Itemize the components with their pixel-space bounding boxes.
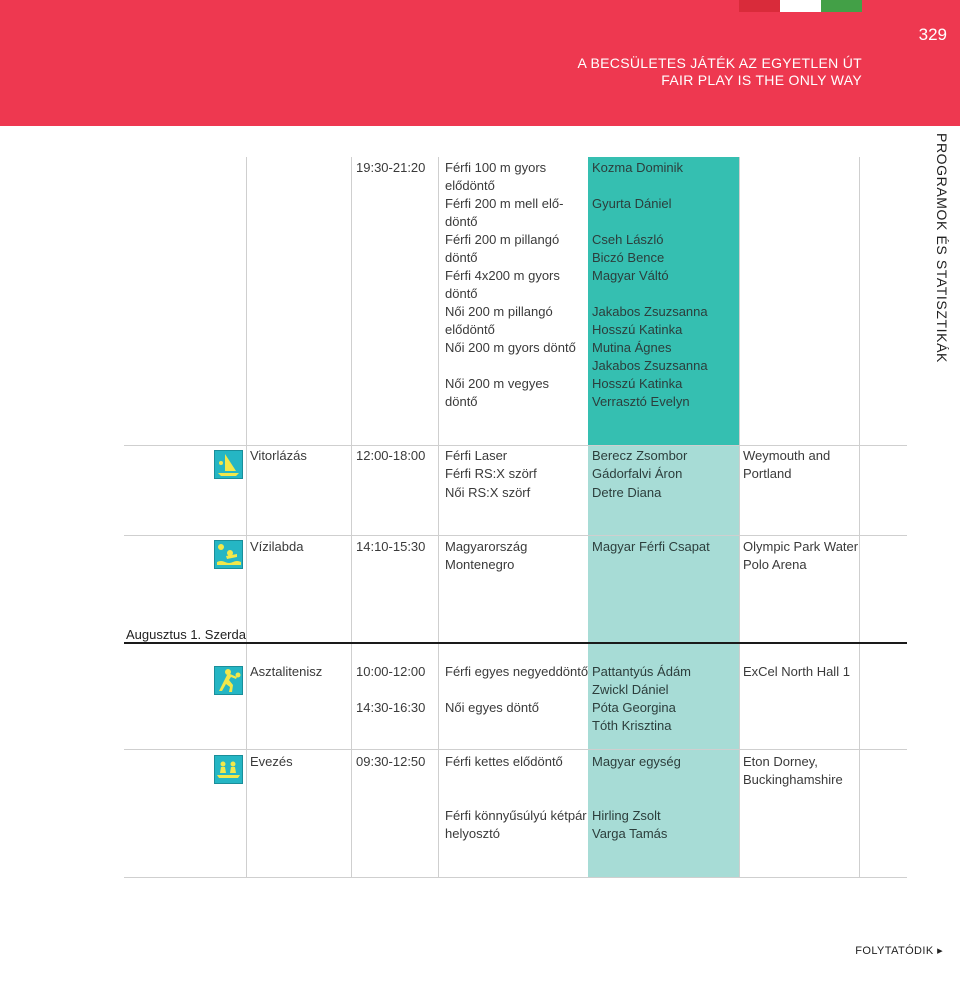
swim-athlete: Magyar Váltó bbox=[592, 268, 669, 283]
athlete-name: Detre Diana bbox=[592, 485, 662, 500]
swim-athlete: Verrasztó Evelyn bbox=[592, 394, 690, 409]
swim-event: Női 200 m vegyes bbox=[445, 376, 550, 391]
water-polo-icon bbox=[214, 540, 243, 569]
swim-event: Férfi 100 m gyors bbox=[445, 160, 547, 175]
athlete-name: Berecz Zsombor bbox=[592, 448, 688, 463]
swim-event: döntő bbox=[445, 214, 478, 229]
row-divider bbox=[124, 535, 907, 536]
sport-name: Evezés bbox=[250, 754, 293, 769]
sport-name: Vitorlázás bbox=[250, 448, 307, 463]
athlete-name: Magyar Férfi Csapat bbox=[592, 539, 710, 554]
swim-athlete: Biczó Bence bbox=[592, 250, 665, 265]
athlete-name: Zwickl Dániel bbox=[592, 682, 669, 697]
swim-athlete: Mutina Ágnes bbox=[592, 340, 672, 355]
event-name: Férfi RS:X szörf bbox=[445, 466, 537, 481]
swim-event: döntő bbox=[445, 394, 478, 409]
table-tennis-icon bbox=[214, 666, 243, 695]
swim-event: elődöntő bbox=[445, 178, 495, 193]
athlete-name: Gádorfalvi Áron bbox=[592, 466, 683, 481]
row-divider bbox=[124, 877, 907, 878]
rowing-icon bbox=[214, 755, 243, 784]
swim-athlete: Jakabos Zsuzsanna bbox=[592, 358, 708, 373]
event-name: Férfi Laser bbox=[445, 448, 508, 463]
event-name: Magyarország bbox=[445, 539, 528, 554]
event-time: 09:30-12:50 bbox=[356, 754, 426, 769]
side-section-label: PROGRAMOK ÉS STATISZTIKÁK bbox=[934, 133, 950, 363]
athlete-name: Magyar egység bbox=[592, 754, 681, 769]
swim-event: döntő bbox=[445, 250, 478, 265]
venue-name: Polo Arena bbox=[743, 557, 807, 572]
venue-name: Weymouth and bbox=[743, 448, 831, 463]
swim-athlete: Kozma Dominik bbox=[592, 160, 684, 175]
athlete-name: Póta Georgina bbox=[592, 700, 676, 715]
event-name: Férfi egyes negyeddöntő bbox=[445, 664, 589, 679]
header-title-en: FAIR PLAY IS THE ONLY WAY bbox=[661, 72, 862, 88]
flag-stripe-white bbox=[780, 0, 821, 12]
sport-name: Asztalitenisz bbox=[250, 664, 323, 679]
row-divider bbox=[124, 749, 907, 750]
swim-event: Férfi 200 m mell elő- bbox=[445, 196, 564, 211]
event-name: Férfi könnyűsúlyú kétpár bbox=[445, 808, 587, 823]
event-name: Női egyes döntő bbox=[445, 700, 539, 715]
swim-event: Férfi 200 m pillangó bbox=[445, 232, 560, 247]
venue-name: Buckinghamshire bbox=[743, 772, 843, 787]
sport-name: Vízilabda bbox=[250, 539, 304, 554]
swim-event: Férfi 4x200 m gyors bbox=[445, 268, 560, 283]
page-number: 329 bbox=[918, 25, 947, 44]
grid-line bbox=[438, 157, 439, 877]
athlete-name: Hirling Zsolt bbox=[592, 808, 661, 823]
venue-name: Eton Dorney, bbox=[743, 754, 818, 769]
row-divider bbox=[124, 445, 907, 446]
athlete-name: Varga Tamás bbox=[592, 826, 668, 841]
athlete-name: Pattantyús Ádám bbox=[592, 664, 691, 679]
day-label: Augusztus 1. Szerda bbox=[126, 627, 246, 642]
grid-line bbox=[246, 157, 247, 877]
venue-name: ExCel North Hall 1 bbox=[743, 664, 850, 679]
header-band bbox=[0, 0, 960, 126]
event-time: 12:00-18:00 bbox=[356, 448, 426, 463]
swim-time: 19:30-21:20 bbox=[356, 160, 426, 175]
continue-link[interactable] bbox=[855, 944, 943, 957]
event-name: Montenegro bbox=[445, 557, 515, 572]
swim-athlete: Cseh László bbox=[592, 232, 664, 247]
play-arrow-icon: ▸ bbox=[937, 945, 943, 957]
continue-label: FOLYTATÓDIK bbox=[855, 945, 934, 957]
grid-line bbox=[859, 157, 860, 877]
swim-event: Női 200 m gyors döntő bbox=[445, 340, 576, 355]
event-time: 14:30-16:30 bbox=[356, 700, 426, 715]
event-name: Férfi kettes elődöntő bbox=[445, 754, 563, 769]
header-title-hu: A BECSÜLETES JÁTÉK AZ EGYETLEN ÚT bbox=[577, 55, 862, 71]
venue-name: Olympic Park Water bbox=[743, 539, 859, 554]
grid-line bbox=[351, 157, 352, 877]
swim-event: döntő bbox=[445, 286, 478, 301]
flag-stripe-green bbox=[821, 0, 862, 12]
swim-athlete: Hosszú Katinka bbox=[592, 322, 683, 337]
sailing-icon bbox=[214, 450, 243, 479]
swim-athlete: Hosszú Katinka bbox=[592, 376, 683, 391]
event-name: helyosztó bbox=[445, 826, 500, 841]
swim-event: elődöntő bbox=[445, 322, 495, 337]
athlete-name: Tóth Krisztina bbox=[592, 718, 672, 733]
flag-stripe-red bbox=[739, 0, 780, 12]
swim-event: Női 200 m pillangó bbox=[445, 304, 553, 319]
venue-name: Portland bbox=[743, 466, 792, 481]
swim-athlete: Jakabos Zsuzsanna bbox=[592, 304, 708, 319]
swim-athlete: Gyurta Dániel bbox=[592, 196, 672, 211]
grid-line bbox=[739, 157, 740, 877]
event-name: Női RS:X szörf bbox=[445, 485, 531, 500]
event-time: 14:10-15:30 bbox=[356, 539, 426, 554]
event-time: 10:00-12:00 bbox=[356, 664, 426, 679]
